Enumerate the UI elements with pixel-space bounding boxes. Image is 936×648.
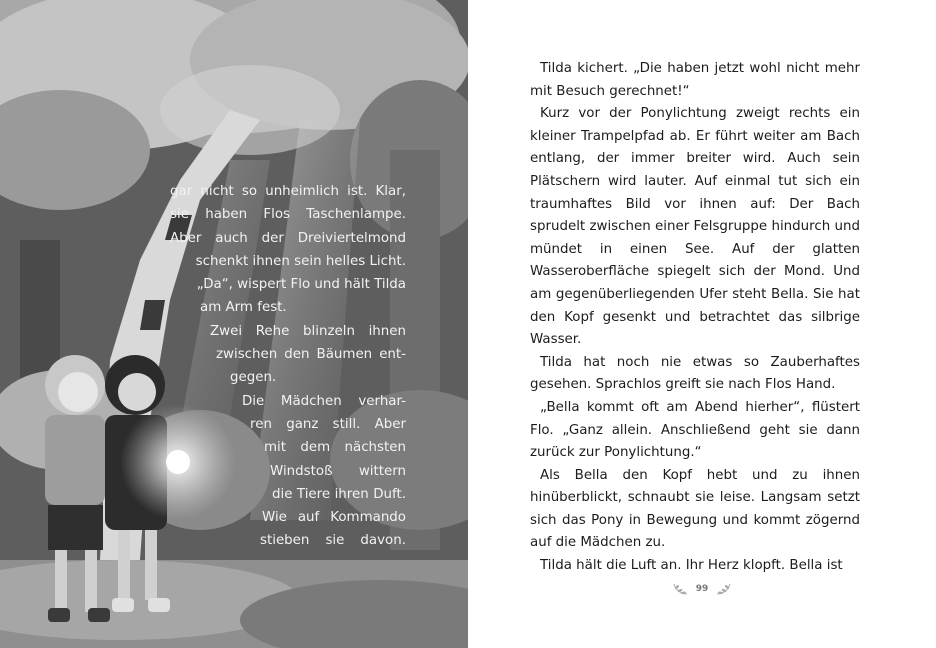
overlay-line: gegen. bbox=[230, 370, 277, 386]
overlay-line: stieben sie davon. bbox=[260, 533, 406, 549]
overlay-line: Zwei Rehe blinzeln ihnen bbox=[210, 323, 406, 339]
page-footer bbox=[468, 579, 936, 599]
illustration-overlay-text bbox=[170, 180, 406, 553]
overlay-line: mit dem nächsten bbox=[264, 440, 406, 456]
overlay-line: Wie auf Kommando bbox=[262, 510, 406, 526]
overlay-line: zwischen den Bäumen ent- bbox=[216, 347, 406, 363]
overlay-line: Aber auch der Dreiviertelmond bbox=[170, 230, 406, 246]
overlay-line: am Arm fest. bbox=[200, 300, 287, 316]
overlay-line: Die Mädchen verhar- bbox=[242, 393, 406, 409]
page-number: 99 bbox=[695, 584, 709, 594]
laurel-right-icon bbox=[716, 582, 732, 596]
paragraph: „Bella kommt oft am Abend hierher“, flüstert Flo. „Ganz allein. Anschließend geht sie dann zurück zur Ponylichtung.“ bbox=[530, 399, 860, 461]
overlay-line: schenkt ihnen sein helles Licht. bbox=[195, 253, 406, 269]
overlay-line: sie haben Flos Taschenlampe. bbox=[170, 207, 406, 223]
overlay-line: Windstoß wittern bbox=[270, 463, 406, 479]
paragraph: Tilda hat noch nie etwas so Zauberhaftes gesehen. Sprachlos greift sie nach Flos Hand. bbox=[530, 354, 860, 393]
paragraph: Als Bella den Kopf hebt und zu ihnen hinüberblickt, schnaubt sie leise. Langsam setzt sich das Pony in Bewegung und kommt zögernd auf die Mädchen zu. bbox=[530, 467, 860, 551]
overlay-line: „Da“, wispert Flo und hält Tilda bbox=[196, 277, 406, 293]
body-text bbox=[530, 58, 860, 578]
overlay-line: gar nicht so unheimlich ist. Klar, bbox=[170, 184, 406, 199]
paragraph: Kurz vor der Ponylichtung zweigt rechts ein kleiner Trampelpfad ab. Er führt weiter am Bach entlang, der immer breiter wird. Auch sein Plätschern wird lauter. Auf einmal tut sich ein traumhaftes Bild vor ihnen auf: Der Bach sprudelt zwischen einer Felsgruppe hindurch und mündet in einen See. Auf der glatten Wasseroberfläche spiegelt sich der Mond. Und am gegenüberliegenden Ufer steht Bella. Sie hat den Kopf gesenkt und betrachtet das silbrige Wasser. bbox=[530, 106, 860, 348]
laurel-left-icon bbox=[672, 582, 688, 596]
overlay-line: ren ganz still. Aber bbox=[250, 416, 406, 432]
overlay-line: die Tiere ihren Duft. bbox=[272, 486, 406, 502]
text-page bbox=[468, 0, 936, 648]
paragraph: Tilda kichert. „Die haben jetzt wohl nicht mehr mit Besuch gerechnet!“ bbox=[530, 61, 860, 99]
paragraph: Tilda hält die Luft an. Ihr Herz klopft. Bella ist bbox=[540, 558, 843, 574]
